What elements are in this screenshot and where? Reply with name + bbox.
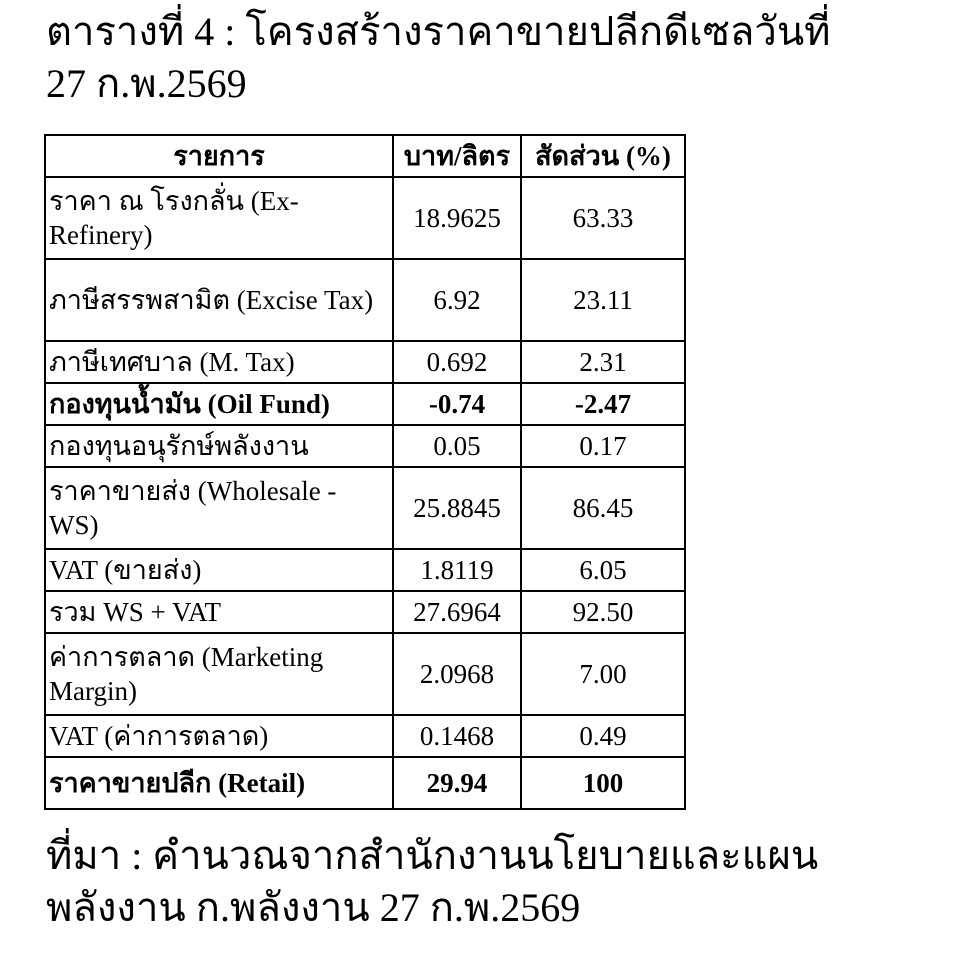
row-baht: 29.94 (393, 757, 521, 809)
row-item: VAT (ขายส่ง) (45, 549, 393, 591)
header-item: รายการ (45, 135, 393, 177)
row-baht: 1.8119 (393, 549, 521, 591)
diesel-price-structure-table (44, 134, 686, 810)
row-pct: -2.47 (521, 383, 685, 425)
row-baht: 6.92 (393, 259, 521, 341)
title-line-2: 27 ก.พ.2569 (46, 61, 247, 106)
row-item: ราคาขายส่ง (Wholesale - WS) (45, 467, 393, 549)
row-pct: 6.05 (521, 549, 685, 591)
row-pct: 92.50 (521, 591, 685, 633)
header-baht-per-litre: บาท/ลิตร (393, 135, 521, 177)
row-item: กองทุนอนุรักษ์พลังงาน (45, 425, 393, 467)
row-baht: 0.1468 (393, 715, 521, 757)
row-baht: -0.74 (393, 383, 521, 425)
title-line-1: ตารางที่ 4 : โครงสร้างราคาขายปลีกดีเซลวันที่ (46, 9, 831, 54)
row-pct: 23.11 (521, 259, 685, 341)
table-row (45, 383, 685, 425)
row-pct: 63.33 (521, 177, 685, 259)
header-share-percent: สัดส่วน (%) (521, 135, 685, 177)
row-pct: 0.49 (521, 715, 685, 757)
table-row (45, 633, 685, 715)
source-note (46, 830, 946, 934)
table-row (45, 341, 685, 383)
table-row (45, 177, 685, 259)
row-item: ราคาขายปลีก (Retail) (45, 757, 393, 809)
row-baht: 2.0968 (393, 633, 521, 715)
row-pct: 2.31 (521, 341, 685, 383)
table-row (45, 549, 685, 591)
table-header-row (45, 135, 685, 177)
page-title (46, 6, 946, 110)
row-item: ราคา ณ โรงกลั่น (Ex-Refinery) (45, 177, 393, 259)
row-item: กองทุนน้ำมัน (Oil Fund) (45, 383, 393, 425)
row-baht: 25.8845 (393, 467, 521, 549)
row-item: ภาษีสรรพสามิต (Excise Tax) (45, 259, 393, 341)
row-item: VAT (ค่าการตลาด) (45, 715, 393, 757)
table-row (45, 591, 685, 633)
row-pct: 0.17 (521, 425, 685, 467)
row-pct: 100 (521, 757, 685, 809)
row-pct: 86.45 (521, 467, 685, 549)
table-row (45, 715, 685, 757)
row-baht: 0.05 (393, 425, 521, 467)
row-baht: 27.6964 (393, 591, 521, 633)
table-row (45, 467, 685, 549)
row-baht: 18.9625 (393, 177, 521, 259)
row-item: ภาษีเทศบาล (M. Tax) (45, 341, 393, 383)
row-baht: 0.692 (393, 341, 521, 383)
row-pct: 7.00 (521, 633, 685, 715)
table-row (45, 425, 685, 467)
source-line-2: พลังงาน ก.พลังงาน 27 ก.พ.2569 (46, 885, 581, 930)
row-item: รวม WS + VAT (45, 591, 393, 633)
table-row (45, 757, 685, 809)
table-row (45, 259, 685, 341)
row-item: ค่าการตลาด (Marketing Margin) (45, 633, 393, 715)
source-line-1: ที่มา : คำนวณจากสำนักงานนโยบายและแผน (46, 833, 819, 878)
